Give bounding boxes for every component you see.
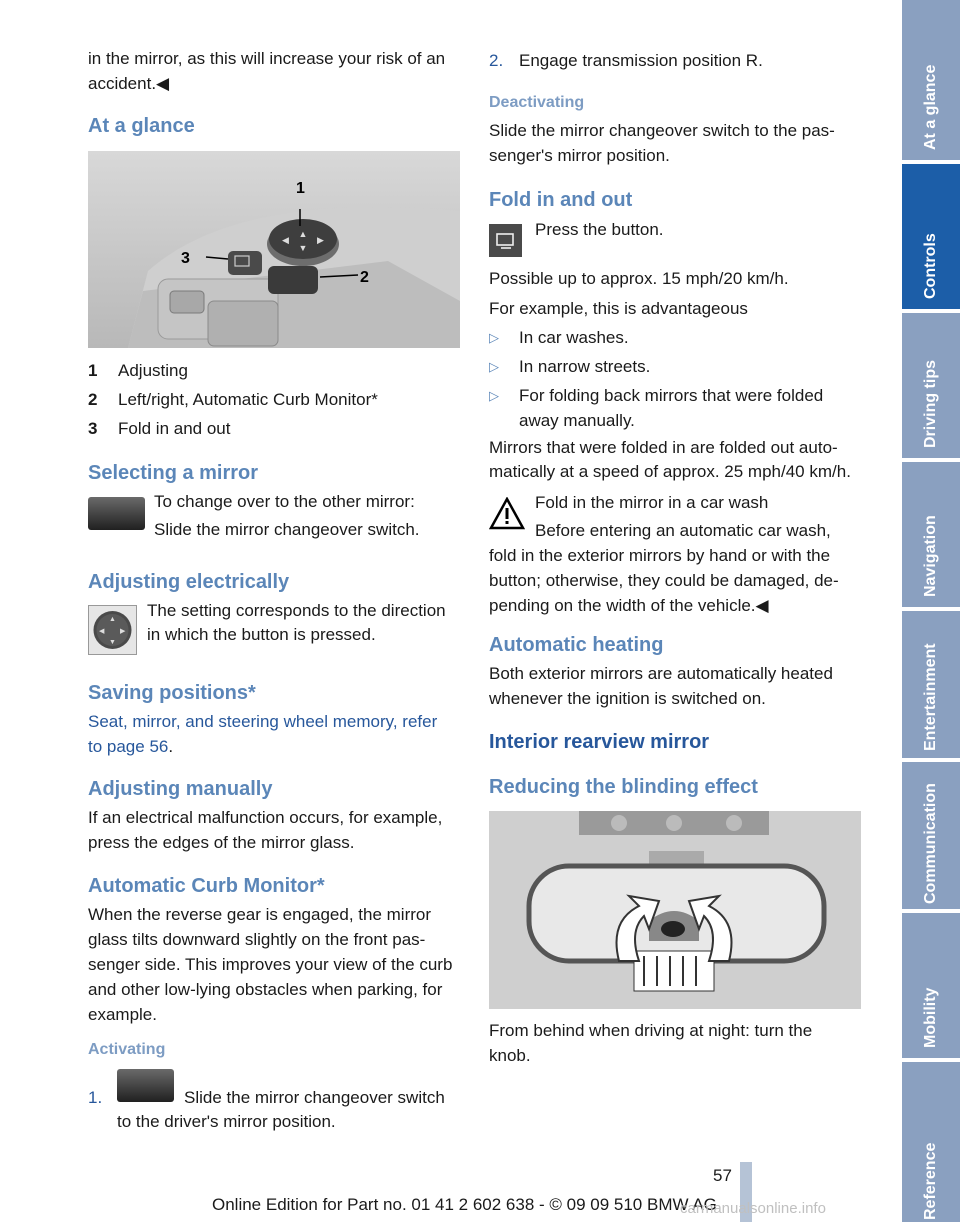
- mirror-controls-figure: [88, 151, 460, 348]
- heading-adjusting-manually: Adjusting manually: [88, 778, 273, 800]
- tab-navigation[interactable]: Navigation: [902, 462, 960, 607]
- tab-mobility[interactable]: Mobility: [902, 913, 960, 1058]
- page-number: 57: [713, 1166, 732, 1185]
- list-item: ▷ In car washes.: [489, 328, 629, 347]
- legend-item: 2 Left/right, Automatic Curb Monitor*: [88, 390, 378, 409]
- heading-at-a-glance: At a glance: [88, 115, 195, 137]
- svg-text:◀: ◀: [282, 235, 289, 245]
- acm-text-line: example.: [88, 1005, 157, 1024]
- tab-communication[interactable]: Communication: [902, 762, 960, 909]
- mirrors-folded-text-line1: Mirrors that were folded in are folded out auto-: [489, 438, 838, 457]
- adj-man-text-line1: If an electrical malfunction occurs, for example,: [88, 808, 443, 827]
- heading-automatic-heating: Automatic heating: [489, 634, 664, 656]
- changeover-switch-icon: [117, 1069, 174, 1102]
- tab-controls[interactable]: Controls: [902, 164, 960, 309]
- deactivating-text-line2: senger's mirror position.: [489, 146, 670, 165]
- fold-mirror-button-icon: [489, 224, 522, 257]
- heading-activating: Activating: [88, 1041, 166, 1058]
- step-1-number: 1.: [88, 1088, 103, 1107]
- legend-item: 3 Fold in and out: [88, 419, 231, 438]
- saving-text-line1: Seat, mirror, and steering wheel memory, refer: [88, 712, 438, 731]
- svg-text:▼: ▼: [298, 243, 308, 253]
- warning-text-line4: pending on the width of the vehicle.◀: [489, 596, 769, 615]
- adj-elec-text-line2: in which the button is pressed.: [147, 625, 376, 644]
- acm-text-line: senger side. This improves your view of the curb: [88, 955, 453, 974]
- warning-title: Fold in the mirror in a car wash: [535, 493, 769, 512]
- knob-text-line1: From behind when driving at night: turn the: [489, 1021, 813, 1040]
- legend-item: 1 Adjusting: [88, 361, 188, 380]
- heading-adjusting-electrically: Adjusting electrically: [88, 571, 290, 593]
- list-item: ▷ For folding back mirrors that were folded away manually.: [489, 386, 824, 430]
- selecting-text-line2: Slide the mirror changeover switch.: [154, 520, 420, 539]
- heading-fold-in-out: Fold in and out: [489, 189, 633, 211]
- tab-driving-tips[interactable]: Driving tips: [902, 313, 960, 458]
- svg-text:▶: ▶: [317, 235, 324, 245]
- for-example-text: For example, this is advantageous: [489, 299, 748, 318]
- warning-triangle-icon: [489, 497, 525, 530]
- heading-interior-rearview-mirror: Interior rearview mirror: [489, 731, 710, 753]
- svg-text:▼: ▼: [109, 639, 116, 646]
- warning-text-line1: Before entering an automatic car wash,: [535, 521, 831, 540]
- adj-elec-text-line1: The setting corresponds to the direction: [147, 601, 446, 620]
- heating-text-line1: Both exterior mirrors are automatically heated: [489, 664, 833, 683]
- intro-text-line2: accident.◀: [88, 74, 170, 93]
- adj-man-text-line2: press the edges of the mirror glass.: [88, 833, 355, 852]
- knob-text-line2: knob.: [489, 1046, 531, 1065]
- callout-1: 1: [296, 180, 305, 197]
- edition-footer: Online Edition for Part no. 01 41 2 602 638 - © 09 09 510 BMW AG: [212, 1195, 717, 1214]
- acm-text-line: and other low-lying obstacles when parking, for: [88, 980, 443, 999]
- heading-selecting-mirror: Selecting a mirror: [88, 462, 259, 484]
- svg-text:◀: ◀: [99, 628, 105, 635]
- mirror-adjust-button-icon: [88, 605, 137, 655]
- changeover-switch-icon: [88, 497, 145, 530]
- acm-text-line: glass tilts downward slightly on the front pas-: [88, 930, 426, 949]
- rearview-mirror-figure: [489, 811, 861, 1009]
- heading-saving-positions: Saving positions*: [88, 682, 256, 704]
- tab-entertainment[interactable]: Entertainment: [902, 611, 960, 758]
- warning-text-line3: button; otherwise, they could be damaged, de-: [489, 571, 839, 590]
- watermark-text: carmanualsonline.info: [680, 1200, 826, 1217]
- step-2-number: 2.: [489, 51, 504, 70]
- svg-text:▲: ▲: [109, 616, 116, 623]
- heading-deactivating: Deactivating: [489, 94, 585, 111]
- callout-3: 3: [181, 250, 190, 267]
- callout-2: 2: [360, 269, 369, 286]
- step-1-text-line1: Slide the mirror changeover switch: [184, 1088, 445, 1107]
- warning-text-line2: fold in the exterior mirrors by hand or with the: [489, 546, 831, 565]
- fold-press-text: Press the button.: [535, 220, 664, 239]
- deactivating-text-line1: Slide the mirror changeover switch to the pas-: [489, 121, 835, 140]
- saving-text-line2: to page 56.: [88, 737, 174, 756]
- selecting-text-line1: To change over to the other mirror:: [154, 492, 415, 511]
- tab-at-a-glance[interactable]: At a glance: [902, 0, 960, 160]
- list-item: ▷ In narrow streets.: [489, 357, 651, 376]
- page-56-link[interactable]: to page 56: [88, 737, 169, 756]
- heating-text-line2: whenever the ignition is switched on.: [489, 689, 766, 708]
- svg-text:▶: ▶: [120, 628, 126, 635]
- heading-reducing-blinding: Reducing the blinding effect: [489, 776, 758, 798]
- intro-text-line1: in the mirror, as this will increase your risk of an: [88, 49, 446, 68]
- acm-text-line: When the reverse gear is engaged, the mirror: [88, 905, 432, 924]
- heading-automatic-curb-monitor: Automatic Curb Monitor*: [88, 875, 325, 897]
- possible-speed-text: Possible up to approx. 15 mph/20 km/h.: [489, 269, 789, 288]
- tab-reference[interactable]: Reference: [902, 1062, 960, 1222]
- step-1-text-line2: to the driver's mirror position.: [117, 1112, 336, 1131]
- step-2-text: Engage transmission position R.: [519, 51, 763, 70]
- mirrors-folded-text-line2: matically at a speed of approx. 25 mph/40 km/h.: [489, 462, 851, 481]
- svg-text:▲: ▲: [298, 229, 308, 239]
